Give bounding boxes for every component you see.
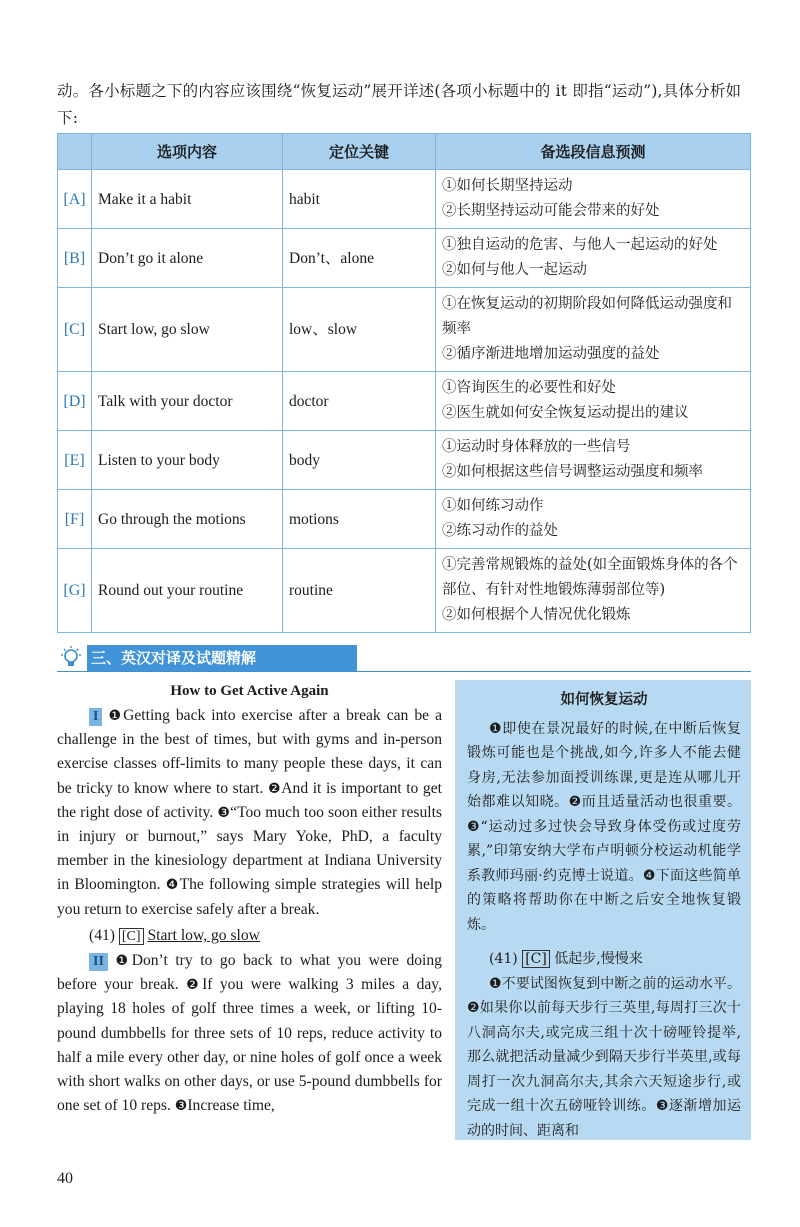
sentence: The following simple strategies will help you return to exercise safely after a break. <box>57 876 442 918</box>
sentence: “Too much too soon either results in injury or burnout,” says Mary Yoke, PhD, a faculty member in the kinesiology department at Indiana University in Bloomington. <box>57 803 442 894</box>
table-row <box>58 229 751 288</box>
prediction-line: ②循序渐进地增加运动强度的益处 <box>442 346 660 362</box>
table-row <box>58 490 751 549</box>
sentence-number: ❸ <box>467 818 481 835</box>
option-content: Go through the motions <box>92 490 283 549</box>
sentence: 即使在景况最好的时候,在中断后恢复锻炼可能也是个挑战,如今,许多人不能去健身房,无法参加面授训练课,更是连从哪儿开始都难以知晓。 <box>467 720 741 810</box>
sentence-number: ❶ <box>108 708 124 724</box>
sentence-number: ❸ <box>217 804 231 821</box>
option-letter: [B] <box>58 229 92 288</box>
sentence: Don’t try to go back to what you were doing before your break. <box>57 952 442 994</box>
option-content: Talk with your doctor <box>92 372 283 431</box>
sentence: 逐渐增加运动的时间、距离和 <box>467 1098 742 1139</box>
answer-letter: [C] <box>119 928 144 945</box>
prediction-line: ①独自运动的危害、与他人一起运动的好处 <box>442 237 718 253</box>
option-key: routine <box>283 549 436 633</box>
prediction-line: ②如何根据个人情况优化锻炼 <box>442 607 631 623</box>
answer-letter: [C] <box>522 950 550 968</box>
section-title: 三、英汉对译及试题精解 <box>87 645 357 671</box>
sentence-number: ❷ <box>268 780 282 797</box>
sentence-number: ❶ <box>489 720 503 737</box>
sentence-number: ❷ <box>186 977 203 994</box>
prediction-line: ②如何根据这些信号调整运动强度和频率 <box>442 464 703 480</box>
answer-text: Start low, go slow <box>147 926 260 944</box>
sentence-number: ❸ <box>655 1098 669 1114</box>
sentence-number: ❹ <box>165 877 180 894</box>
option-prediction <box>436 549 751 633</box>
option-content: Make it a habit <box>92 170 283 229</box>
prediction-line: ①咨询医生的必要性和好处 <box>442 380 616 396</box>
prediction-line: ②长期坚持运动可能会带来的好处 <box>442 203 660 219</box>
chinese-paragraph-1 <box>467 717 741 938</box>
header-key: 定位关键 <box>283 134 436 170</box>
options-table <box>57 133 751 633</box>
sentence-number: ❷ <box>467 1000 480 1016</box>
question-41-heading-cn <box>467 947 741 972</box>
english-passage <box>57 680 442 1118</box>
sentence-number: ❶ <box>489 975 502 992</box>
option-content: Don’t go it alone <box>92 229 283 288</box>
option-key: low、slow <box>283 288 436 372</box>
option-key: doctor <box>283 372 436 431</box>
page-number: 40 <box>57 1170 73 1187</box>
option-prediction <box>436 490 751 549</box>
option-letter: [A] <box>58 170 92 229</box>
question-41-heading <box>57 924 442 949</box>
lightbulb-icon <box>57 645 87 671</box>
sentence: 而且适量活动也很重要。 <box>581 794 741 810</box>
answer-text: 低起步,慢慢来 <box>554 951 643 967</box>
sentence: 如果你以前每天步行三英里,每周打三次十八洞高尔夫,或完成三组十次十磅哑铃提举,那么就把活动量减少到隔天步行半英里,或每周打一次九洞高尔夫,其余六天短途步行,或完成一组十次五磅哑铃训练。 <box>467 1000 741 1114</box>
intro-text: 动。各小标题之下的内容应该围绕“恢复运动”展开详述(各项小标题中的 it 即指“运动”),具体分析如下: <box>57 82 742 127</box>
question-number: (41) <box>89 926 115 944</box>
option-key: habit <box>283 170 436 229</box>
sentence: If you were walking 3 miles a day, playing 18 holes of golf three times a week, or lifting 10-pound dumbbells for three sets of 10 reps, reduce activity to half a mile every other day, or nine holes of golf once a week with short walks on other days, or use 5-pound dumbbells for one set of 10 reps. <box>57 976 442 1115</box>
option-prediction <box>436 431 751 490</box>
section-heading <box>57 645 751 672</box>
english-title: How to Get Active Again <box>170 683 329 699</box>
option-key: motions <box>283 490 436 549</box>
option-letter: [F] <box>58 490 92 549</box>
chinese-paragraph-2 <box>467 972 741 1144</box>
prediction-line: ②练习动作的益处 <box>442 523 558 539</box>
prediction-line: ②医生就如何安全恢复运动提出的建议 <box>442 405 689 421</box>
option-key: body <box>283 431 436 490</box>
sentence: Increase time, <box>187 1097 275 1115</box>
option-letter: [E] <box>58 431 92 490</box>
paragraph-badge: I <box>89 708 102 726</box>
english-paragraph-2 <box>57 949 442 1118</box>
option-letter: [G] <box>58 549 92 633</box>
option-content: Listen to your body <box>92 431 283 490</box>
header-prediction: 备选段信息预测 <box>436 134 751 170</box>
option-prediction <box>436 372 751 431</box>
option-prediction <box>436 288 751 372</box>
header-blank <box>58 134 92 170</box>
prediction-line: ①如何练习动作 <box>442 498 544 514</box>
table-row <box>58 431 751 490</box>
prediction-line: ①完善常规锻炼的益处(如全面锻炼身体的各个部位、有针对性地锻炼薄弱部位等) <box>442 557 738 598</box>
option-content: Round out your routine <box>92 549 283 633</box>
option-letter: [D] <box>58 372 92 431</box>
sentence: “运动过多过快会导致身体受伤或过度劳累,”印第安纳大学布卢明顿分校运动机能学系教师玛丽·约克博士说道。 <box>467 818 742 884</box>
prediction-line: ①如何长期坚持运动 <box>442 178 573 194</box>
table-header-row <box>58 134 751 170</box>
sentence: 不要试图恢复到中断之前的运动水平。 <box>501 975 741 992</box>
sentence-number: ❷ <box>568 794 582 810</box>
prediction-line: ①在恢复运动的初期阶段如何降低运动强度和频率 <box>442 296 732 337</box>
table-row <box>58 372 751 431</box>
option-key: Don’t、alone <box>283 229 436 288</box>
prediction-line: ①运动时身体释放的一些信号 <box>442 439 631 455</box>
chinese-translation-panel <box>455 680 751 1140</box>
table-row <box>58 170 751 229</box>
header-content: 选项内容 <box>92 134 283 170</box>
sentence-number: ❹ <box>642 867 656 884</box>
sentence: 下面这些简单的策略将帮助你在中断之后安全地恢复锻炼。 <box>467 867 742 933</box>
chinese-title: 如何恢复运动 <box>560 691 648 708</box>
sentence: And it is important to get the right dose of activity. <box>57 779 442 821</box>
option-prediction <box>436 229 751 288</box>
option-prediction <box>436 170 751 229</box>
sentence: Getting back into exercise after a break can be a challenge in the best of times, but with gyms and in-person exercise classes off-limits to many people these days, it can be tricky to know where to start. <box>57 707 442 797</box>
sentence-number: ❶ <box>115 953 132 970</box>
sentence-number: ❸ <box>174 1098 188 1115</box>
table-row <box>58 549 751 633</box>
prediction-line: ②如何与他人一起运动 <box>442 262 587 278</box>
question-number: (41) <box>489 951 518 967</box>
option-content: Start low, go slow <box>92 288 283 372</box>
option-letter: [C] <box>58 288 92 372</box>
paragraph-badge: II <box>89 953 108 971</box>
table-row <box>58 288 751 372</box>
english-paragraph-1 <box>57 704 442 922</box>
